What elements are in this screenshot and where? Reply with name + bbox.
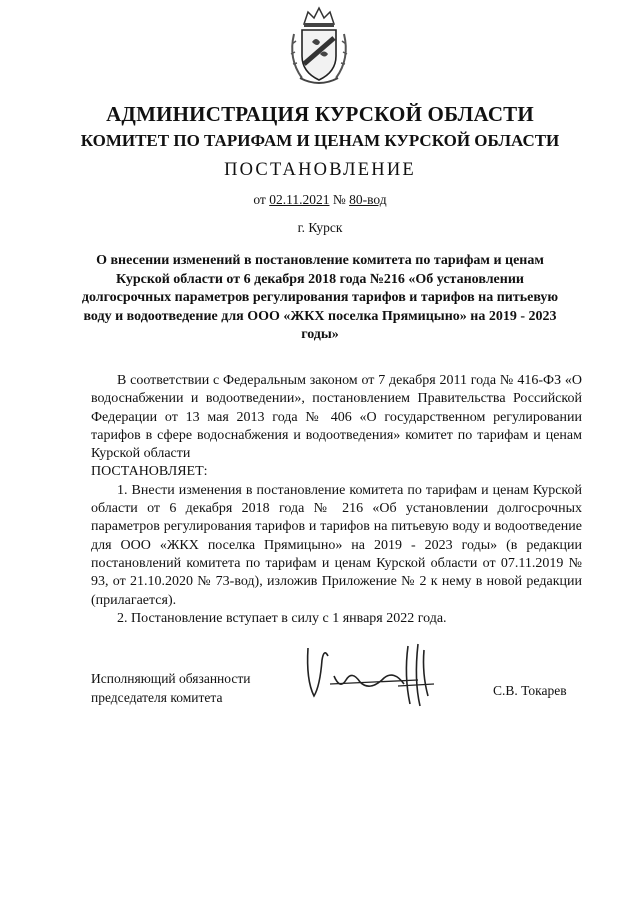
committee-title: КОМИТЕТ ПО ТАРИФАМ И ЦЕНАМ КУРСКОЙ ОБЛАСТИ [80, 131, 560, 150]
document-subject: О внесении изменений в постановление комитета по тарифам и ценам Курской области от 6 декабря 2018 года №216 «Об установлении долгосрочных параметров регулирования тарифов и тарифов на питьевую воду и водоотведение для ООО «ЖКХ поселка Прямицыно» на 2019 - 2023 годы» [81, 253, 559, 342]
signatory-name: С.В. Токарев [493, 683, 567, 698]
date-prefix: от [253, 192, 266, 207]
document-type: ПОСТАНОВЛЕНИЕ [224, 160, 416, 180]
coat-of-arms-icon [286, 4, 352, 88]
date-number-line [0, 192, 640, 208]
preamble-paragraph: В соответствии с Федеральным законом от 7 декабря 2011 года № 416-ФЗ «О водоснабжении и водоотведении», постановлением Правительства Российской Федерации от 13 мая 2013 года № 406 «О государственном регулировании тарифов в сфере водоснабжения и водоотведения» комитет по тарифам и ценам Курской области [91, 373, 582, 462]
signatory-position [91, 669, 250, 707]
position-line-1: Исполняющий обязанности [91, 671, 251, 686]
administration-title: АДМИНИСТРАЦИЯ КУРСКОЙ ОБЛАСТИ [106, 102, 534, 126]
handwritten-signature [300, 640, 440, 710]
document-body [91, 372, 582, 628]
position-line-2: председателя комитета [91, 690, 223, 705]
decree-word: ПОСТАНОВЛЯЕТ: [91, 464, 208, 480]
item-2-paragraph: 2. Постановление вступает в силу с 1 января 2022 года. [117, 610, 447, 626]
number-sign: № [332, 192, 346, 207]
item-1-paragraph: 1. Внести изменения в постановление комитета по тарифам и ценам Курской области от 6 декабря 2018 года № 216 «Об установлении долгосрочных параметров регулирования тарифов и тарифов на питьевую воду и водоотведение для ООО «ЖКХ поселка Прямицыно» на 2019 - 2023 годы» (в редакции постановлений комитета по тарифам и ценам Курской области от 07.11.2019 № 93, от 21.10.2020 № 73-вод), изложив Приложение № 2 к нему в новой редакции (прилагается). [91, 482, 582, 608]
city: г. Курск [297, 220, 343, 235]
document-date: 02.11.2021 [269, 192, 330, 207]
document-number: 80-вод [349, 192, 387, 207]
